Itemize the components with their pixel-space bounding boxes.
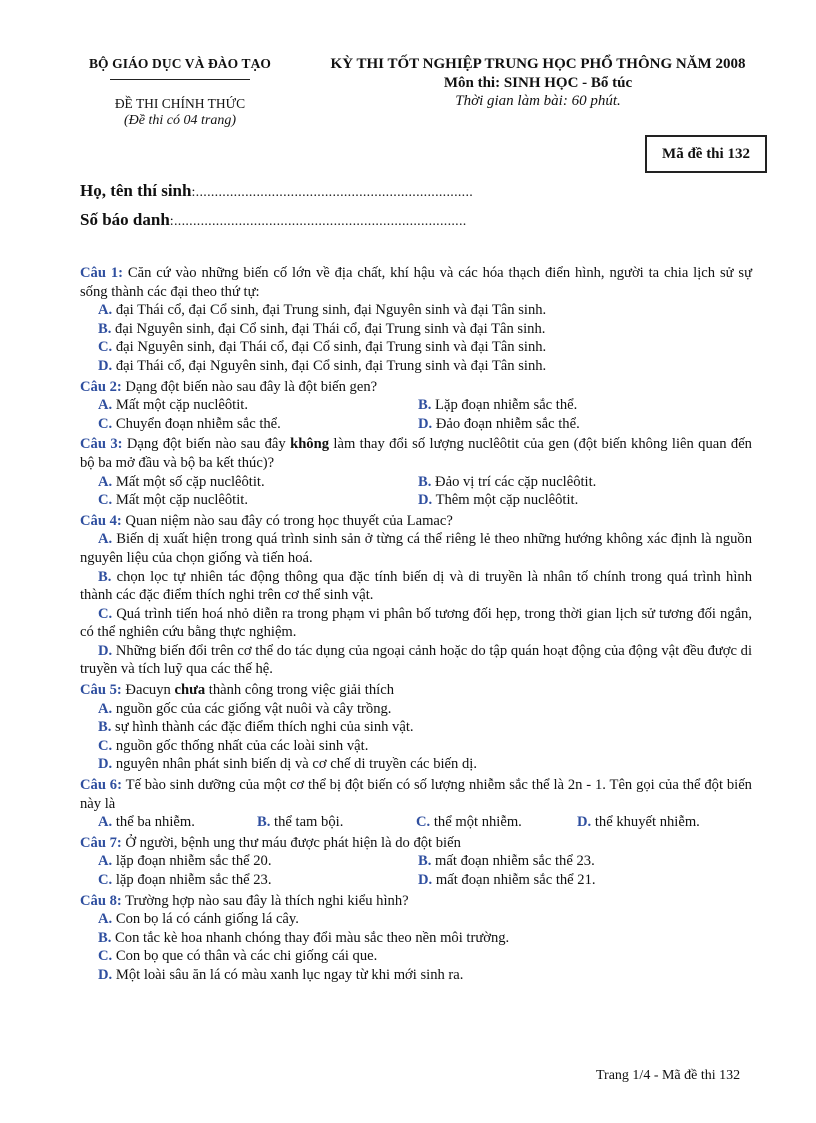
- question-text: Dạng đột biến nào sau đây là đột biến gen?: [125, 378, 378, 395]
- option-text: Chuyển đoạn nhiễm sắc thể.: [115, 415, 281, 432]
- header-divider: [110, 79, 250, 80]
- option-letter: A.: [98, 397, 113, 414]
- question-stem: [80, 512, 752, 531]
- header-left-block: [70, 56, 290, 129]
- question-1: [80, 264, 752, 376]
- option-text: Lặp đoạn nhiễm sắc thể.: [435, 397, 578, 414]
- page-number: Trang 1/4 - Mã đề thi 132: [596, 1068, 741, 1083]
- option-letter: C.: [98, 492, 113, 509]
- option-text: thể tam bội.: [274, 814, 344, 831]
- option-b: [418, 852, 738, 871]
- question-label: Câu 8:: [80, 892, 122, 909]
- option-text: thể khuyết nhiễm.: [594, 814, 700, 831]
- option-a: [98, 473, 418, 492]
- option-text: Con bọ que có thân và các chi giống cái que.: [115, 948, 378, 965]
- question-label: Câu 3:: [80, 436, 123, 453]
- option-grid: [80, 396, 752, 433]
- option-c: [416, 813, 577, 832]
- option-text: Mất một cặp nuclêôtit.: [115, 492, 248, 509]
- option-c: [98, 871, 418, 890]
- question-emphasis: không: [290, 436, 330, 453]
- question-8: [80, 892, 752, 985]
- header-right-block: [290, 56, 786, 110]
- student-name-line: [80, 181, 473, 201]
- option-letter: D.: [98, 357, 113, 374]
- option-grid: [80, 473, 752, 510]
- option-grid: [80, 813, 752, 832]
- option-b: [418, 396, 738, 415]
- exam-duration: Thời gian làm bài: 60 phút.: [455, 93, 621, 109]
- option-letter: A.: [98, 531, 113, 548]
- option-text: Biến dị xuất hiện trong quá trình sinh sản ở từng cá thể riêng lẻ theo những hướng không xác định là nguồn nguyên liệu của chọn giống và tiến hoá.: [80, 531, 753, 566]
- question-label: Câu 2:: [80, 378, 122, 395]
- option-text: đại Nguyên sinh, đại Cổ sinh, đại Thái cổ, đại Trung sinh và đại Tân sinh.: [115, 320, 546, 337]
- option-letter: C.: [416, 814, 431, 831]
- option-d: [80, 642, 752, 679]
- option-b: [418, 473, 738, 492]
- option-a: [80, 700, 752, 719]
- student-id-dots: :.............................................................................: [169, 214, 467, 229]
- option-letter: B.: [98, 568, 112, 585]
- option-text: Quá trình tiến hoá nhỏ diễn ra trong phạm vi phân bố tương đối hẹp, trong thời gian lịch sử tương đối ngắn, có thể nghiên cứu bằng thực nghiệm.: [80, 605, 752, 641]
- question-emphasis: chưa: [174, 682, 206, 699]
- question-5: [80, 681, 752, 774]
- option-text: thể một nhiễm.: [433, 814, 522, 831]
- option-text: mất đoạn nhiễm sắc thể 21.: [435, 872, 596, 888]
- page-footer: [596, 1068, 740, 1084]
- option-text: Con tắc kè hoa nhanh chóng thay đổi màu sắc theo nền môi trường.: [115, 929, 510, 946]
- option-text: chọn lọc tự nhiên tác động thông qua đặc tính biến dị và di truyền là nhân tố chính trong quá trình hình thành các đặc điểm thích nghi trên cơ thể sinh vật.: [80, 568, 752, 604]
- option-text: Đảo vị trí các cặp nuclêôtit.: [435, 473, 597, 490]
- question-label: Câu 1:: [80, 265, 123, 281]
- option-text: nguyên nhân phát sinh biến dị và cơ chế di truyền các biến dị.: [115, 756, 477, 773]
- option-c: [80, 605, 752, 642]
- student-name-label: Họ, tên thí sinh: [80, 181, 192, 200]
- option-a: [80, 530, 752, 567]
- option-letter: B.: [98, 719, 112, 736]
- option-letter: D.: [98, 966, 113, 983]
- exam-code-box: [645, 135, 767, 173]
- question-stem: [80, 378, 752, 397]
- option-d: [80, 755, 752, 774]
- option-text: đại Nguyên sinh, đại Thái cổ, đại Cổ sinh, đại Trung sinh và đại Tân sinh.: [115, 339, 547, 356]
- option-letter: A.: [98, 302, 113, 319]
- option-letter: D.: [577, 814, 592, 831]
- option-text: mất đoạn nhiễm sắc thể 23.: [435, 853, 595, 870]
- question-stem: [80, 892, 752, 911]
- question-2: [80, 378, 752, 434]
- option-letter: C.: [98, 737, 113, 754]
- page-count-note: (Đề thi có 04 trang): [124, 113, 236, 128]
- exam-code: Mã đề thi 132: [662, 145, 750, 162]
- option-a: [80, 910, 752, 929]
- option-c: [98, 415, 418, 434]
- option-letter: B.: [257, 814, 271, 831]
- question-text: Căn cứ vào những biến cố lớn về địa chất, khí hậu và các hóa thạch điển hình, người ta chia lịch sử sự sống thành các đại theo thứ tự:: [80, 265, 752, 300]
- option-letter: B.: [418, 397, 432, 414]
- option-letter: A.: [98, 473, 113, 490]
- option-a: [98, 813, 257, 832]
- option-d: [80, 966, 752, 985]
- option-letter: D.: [418, 872, 433, 888]
- question-text-after: thành công trong việc giải thích: [208, 682, 394, 699]
- question-7: [80, 834, 752, 890]
- question-text: Trường hợp nào sau đây là thích nghi kiểu hình?: [125, 892, 409, 909]
- question-text: Tế bào sinh dưỡng của một cơ thể bị đột biến có số lượng nhiễm sắc thể là 2n - 1. Tên gọi của thể đột biến này là: [80, 777, 752, 812]
- question-text-before: Đacuyn: [125, 682, 171, 699]
- question-text: Ở người, bệnh ung thư máu được phát hiện là do đột biến: [125, 834, 461, 851]
- option-letter: A.: [98, 911, 113, 928]
- question-list: [80, 264, 752, 987]
- option-letter: D.: [98, 756, 113, 773]
- option-letter: C.: [98, 872, 113, 888]
- question-label: Câu 5:: [80, 682, 122, 699]
- student-id-label: Số báo danh: [80, 210, 170, 229]
- question-stem: [80, 435, 752, 472]
- option-letter: B.: [98, 929, 112, 946]
- option-d: [80, 357, 752, 376]
- option-letter: B.: [418, 473, 432, 490]
- option-text: lặp đoạn nhiễm sắc thể 23.: [115, 872, 272, 888]
- question-text-before: Dạng đột biến nào sau đây: [126, 436, 286, 453]
- question-label: Câu 4:: [80, 512, 122, 529]
- option-d: [418, 415, 738, 434]
- option-letter: B.: [98, 320, 112, 337]
- option-text: lặp đoạn nhiễm sắc thể 20.: [115, 853, 272, 870]
- option-letter: C.: [98, 339, 113, 356]
- question-stem: [80, 264, 752, 301]
- option-letter: A.: [98, 814, 113, 831]
- option-letter: C.: [98, 948, 113, 965]
- option-c: [80, 737, 752, 756]
- option-b: [80, 320, 752, 339]
- option-letter: B.: [418, 853, 432, 870]
- option-text: Thêm một cặp nuclêôtit.: [435, 492, 579, 509]
- question-stem: [80, 681, 752, 700]
- question-label: Câu 7:: [80, 834, 122, 851]
- option-a: [98, 852, 418, 871]
- option-letter: C.: [98, 605, 113, 622]
- question-text-after: làm thay đổi số lượng nuclêôtit của gen (đột biến không liên quan đến bộ ba mở đầu và bộ ba kết thúc)?: [80, 436, 752, 471]
- question-6: [80, 776, 752, 832]
- option-d: [418, 491, 738, 510]
- student-name-dots: :.........................................................................: [191, 185, 474, 200]
- option-letter: C.: [98, 415, 113, 432]
- option-text: Đảo đoạn nhiễm sắc thể.: [435, 415, 580, 432]
- option-d: [577, 813, 747, 832]
- exam-title: KỲ THI TỐT NGHIỆP TRUNG HỌC PHỔ THÔNG NĂM 2008: [330, 56, 746, 72]
- ministry-name: BỘ GIÁO DỤC VÀ ĐÀO TẠO: [88, 56, 272, 71]
- option-letter: D.: [418, 415, 433, 432]
- official-exam-label: ĐỀ THI CHÍNH THỨC: [114, 96, 246, 111]
- option-text: nguồn gốc của các giống vật nuôi và cây trồng.: [115, 700, 392, 717]
- option-text: Một loài sâu ăn lá có màu xanh lục ngay từ khi mới sinh ra.: [115, 966, 464, 983]
- student-id-line: [80, 210, 467, 230]
- option-grid: [80, 852, 752, 889]
- option-letter: A.: [98, 700, 113, 717]
- question-stem: [80, 834, 752, 853]
- option-text: thể ba nhiễm.: [115, 814, 195, 831]
- exam-subject: Môn thi: SINH HỌC - Bổ túc: [443, 75, 633, 91]
- option-letter: D.: [98, 642, 113, 659]
- option-text: Mất một số cặp nuclêôtit.: [115, 473, 265, 490]
- option-a: [98, 396, 418, 415]
- option-c: [98, 491, 418, 510]
- option-text: đại Thái cổ, đại Cổ sinh, đại Trung sinh, đại Nguyên sinh và đại Tân sinh.: [115, 302, 547, 319]
- option-text: Những biến đổi trên cơ thể do tác dụng của ngoại cảnh hoặc do tập quán hoạt động của động vật đều được di truyền và tích luỹ qua các thế hệ.: [80, 642, 753, 678]
- option-text: nguồn gốc thống nhất của các loài sinh vật.: [115, 737, 369, 754]
- option-letter: A.: [98, 853, 113, 870]
- option-b: [80, 929, 752, 948]
- question-text: Quan niệm nào sau đây có trong học thuyết của Lamac?: [125, 512, 453, 529]
- option-c: [80, 947, 752, 966]
- question-3: [80, 435, 752, 509]
- option-text: sự hình thành các đặc điểm thích nghi của sinh vật.: [115, 719, 414, 736]
- option-b: [80, 568, 752, 605]
- option-d: [418, 871, 738, 890]
- question-4: [80, 512, 752, 679]
- option-b: [257, 813, 416, 832]
- option-c: [80, 338, 752, 357]
- option-letter: D.: [418, 492, 433, 509]
- question-label: Câu 6:: [80, 777, 122, 794]
- option-text: Con bọ lá có cánh giống lá cây.: [115, 911, 299, 928]
- question-stem: [80, 776, 752, 813]
- option-text: đại Thái cổ, đại Nguyên sinh, đại Cổ sinh, đại Trung sinh và đại Tân sinh.: [115, 357, 547, 374]
- option-text: Mất một cặp nuclêôtit.: [115, 397, 248, 414]
- option-a: [80, 301, 752, 320]
- option-b: [80, 718, 752, 737]
